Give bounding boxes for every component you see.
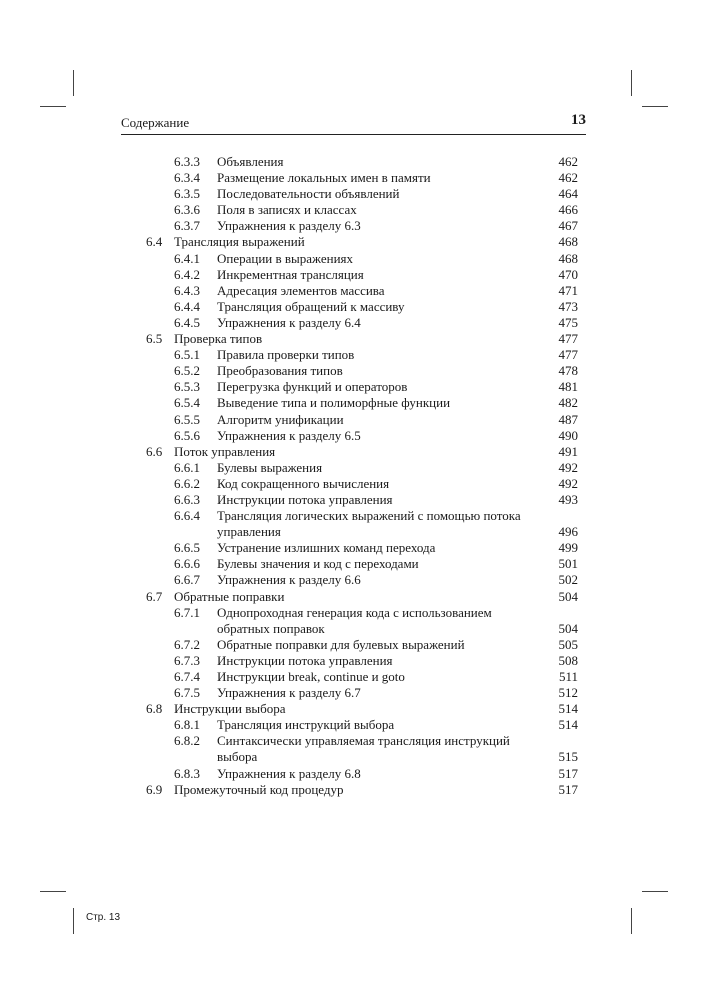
toc-entry[interactable] [0, 685, 708, 701]
toc-entry-title: Упражнения к разделу 6.5 [217, 427, 361, 443]
toc-entry-title: Однопроходная генерация кода с использованием обратных поправок [217, 604, 492, 636]
crop-mark-bottom-right-v [631, 908, 632, 934]
toc-entry-title: Промежуточный код процедур [174, 781, 344, 797]
toc-entry[interactable] [0, 605, 708, 637]
toc-entry-page: 464 [558, 186, 578, 202]
toc-entry-number: 6.7 [146, 588, 163, 604]
toc-entry[interactable] [0, 460, 708, 476]
toc-entry-page: 505 [558, 636, 578, 652]
toc-entry-number: 6.5.5 [174, 411, 200, 427]
toc-entry-title: Булевы значения и код с переходами [217, 556, 419, 572]
toc-entry-number: 6.4.2 [174, 266, 200, 282]
toc-entry[interactable] [0, 492, 708, 508]
toc-entry-number: 6.8.2 [174, 733, 200, 749]
toc-entry-title: Трансляция выражений [174, 234, 305, 250]
toc-entry[interactable] [0, 444, 708, 460]
toc-entry-title: Упражнения к разделу 6.6 [217, 572, 361, 588]
toc-entry-number: 6.5.3 [174, 379, 200, 395]
toc-entry-number: 6.7.2 [174, 636, 200, 652]
toc-entry[interactable] [0, 572, 708, 588]
toc-entry-title: Инструкции break, continue и goto [217, 669, 405, 684]
header-title: Содержание [121, 115, 190, 130]
toc-entry[interactable] [0, 395, 708, 411]
toc-entry-number: 6.4.1 [174, 250, 200, 266]
toc-entry-number: 6.6.3 [174, 491, 200, 507]
toc-entry-title: Алгоритм унификации [217, 411, 344, 427]
toc-entry-number: 6.6.7 [174, 572, 200, 588]
toc-entry-number: 6.7.3 [174, 652, 200, 668]
toc-entry-title: Инструкции потока управления [217, 652, 393, 668]
toc-entry-title: Последовательности объявлений [217, 186, 400, 202]
toc-entry-page: 492 [558, 475, 578, 491]
toc-entry-page: 462 [558, 170, 578, 186]
toc-entry[interactable] [0, 637, 708, 653]
toc-entry-title: Упражнения к разделу 6.3 [217, 218, 361, 234]
toc-entry[interactable] [0, 154, 708, 170]
toc-entry-number: 6.3.4 [174, 170, 200, 186]
toc-entry[interactable] [0, 782, 708, 798]
toc-entry-page: 499 [558, 540, 578, 556]
toc-entry-page: 475 [558, 314, 578, 330]
toc-entry-page: 468 [558, 250, 578, 266]
toc-entry-number: 6.8.1 [174, 717, 200, 733]
toc-entry-title: Обратные поправки для булевых выражений [217, 636, 465, 652]
toc-entry-page: 470 [558, 266, 578, 282]
toc-entry[interactable] [0, 379, 708, 395]
toc-entry-number: 6.7.4 [174, 669, 200, 684]
toc-entry[interactable] [0, 589, 708, 605]
toc-entry-title: Код сокращенного вычисления [217, 475, 390, 491]
toc-entry-page: 471 [558, 282, 578, 298]
toc-entry-page: 501 [558, 556, 578, 572]
toc-entry-page: 477 [558, 331, 578, 347]
toc-entry-title: Инструкции выбора [174, 701, 286, 717]
toc-entry[interactable] [0, 218, 708, 234]
toc-entry-title: Инкрементная трансляция [217, 266, 364, 282]
toc-entry[interactable] [0, 669, 708, 685]
toc-entry[interactable] [0, 717, 708, 733]
toc-entry-number: 6.4.4 [174, 298, 200, 314]
toc-entry-title: Проверка типов [174, 331, 263, 347]
toc-entry-page: 491 [558, 443, 578, 459]
toc-entry-page: 504 [558, 620, 578, 636]
toc-entry[interactable] [0, 283, 708, 299]
toc-entry[interactable] [0, 315, 708, 331]
toc-entry-title: Объявления [217, 154, 284, 169]
toc-entry-page: 514 [558, 717, 578, 733]
toc-entry-page: 473 [558, 298, 578, 314]
toc-entry-title: Инструкции потока управления [217, 491, 393, 507]
toc-entry-title: Преобразования типов [217, 363, 343, 379]
toc-entry[interactable] [0, 299, 708, 315]
crop-mark-bottom-left-h [40, 891, 66, 892]
toc-entry-page: 466 [558, 202, 578, 218]
toc-entry-number: 6.7.5 [174, 685, 200, 701]
toc-entry-title: Поля в записях и классах [217, 202, 357, 218]
toc-entry-title: Трансляция инструкций выбора [217, 717, 395, 733]
toc-entry-number: 6.5.1 [174, 347, 200, 363]
toc-entry-page: 504 [558, 588, 578, 604]
toc-entry-page: 493 [558, 491, 578, 507]
toc-entry-title: Обратные поправки [174, 588, 285, 604]
toc-entry-page: 492 [558, 459, 578, 475]
crop-mark-top-right-v [631, 70, 632, 96]
toc-entry[interactable] [0, 556, 708, 572]
toc-entry-title: Упражнения к разделу 6.7 [217, 685, 361, 701]
toc-entry-title: Трансляция обращений к массиву [217, 298, 405, 314]
toc-entry-number: 6.5.2 [174, 363, 200, 379]
toc-entry[interactable] [0, 202, 708, 218]
toc-entry[interactable] [0, 766, 708, 782]
toc-entry[interactable] [0, 170, 708, 186]
toc-entry-title: Размещение локальных имен в памяти [217, 170, 431, 186]
toc-entry-title: Упражнения к разделу 6.8 [217, 765, 361, 781]
toc-entry-page: 490 [558, 427, 578, 443]
toc-entry[interactable] [0, 363, 708, 379]
toc-entry-page: 468 [558, 234, 578, 250]
toc-entry-title: Выведение типа и полиморфные функции [217, 395, 451, 411]
header-rule [121, 134, 586, 135]
toc-entry-number: 6.7.1 [174, 604, 200, 620]
toc-entry-page: 514 [558, 701, 578, 717]
toc-entry-page: 487 [558, 411, 578, 427]
toc-entry-number: 6.4.3 [174, 282, 200, 298]
toc-entry-number: 6.3.6 [174, 202, 200, 218]
toc-entry-title: Синтаксически управляемая трансляция инструкций выбора [217, 733, 510, 765]
toc-entry[interactable] [0, 251, 708, 267]
toc-entry-page: 467 [558, 218, 578, 234]
toc-entry-title: Трансляция логических выражений с помощью потока управления [217, 508, 521, 540]
toc-entry[interactable] [0, 428, 708, 444]
toc-entry-title: Правила проверки типов [217, 347, 355, 363]
toc-entry-page: 482 [558, 395, 578, 411]
toc-entry[interactable] [0, 653, 708, 669]
header-page-number: 13 [571, 112, 586, 128]
toc-entry[interactable] [0, 733, 708, 765]
toc-entry-number: 6.6.6 [174, 556, 200, 572]
crop-mark-bottom-left-v [73, 908, 74, 934]
toc-entry-number: 6.9 [146, 781, 163, 797]
toc-entry-page: 478 [558, 363, 578, 379]
toc-entry-page: 511 [558, 669, 578, 684]
toc-entry-number: 6.6.2 [174, 475, 200, 491]
toc-entry[interactable] [0, 701, 708, 717]
toc-entry-title: Устранение излишних команд перехода [217, 540, 436, 556]
toc-entry-page: 496 [558, 524, 578, 540]
toc-entry-title: Булевы выражения [217, 459, 323, 475]
toc-entry-page: 512 [558, 685, 578, 701]
toc-entry-title: Адресация элементов массива [217, 282, 385, 298]
toc-entry-page: 477 [558, 347, 578, 363]
toc-entry-number: 6.4 [146, 234, 163, 250]
table-of-contents [0, 154, 708, 798]
toc-entry-page: 517 [558, 781, 578, 797]
toc-entry[interactable] [0, 234, 708, 250]
crop-mark-top-left-h [40, 106, 66, 107]
toc-entry-number: 6.3.5 [174, 186, 200, 202]
toc-entry-number: 6.5 [146, 331, 163, 347]
toc-entry-number: 6.6.5 [174, 540, 200, 556]
toc-entry[interactable] [0, 267, 708, 283]
toc-entry-number: 6.3.7 [174, 218, 200, 234]
toc-entry-number: 6.5.6 [174, 427, 200, 443]
running-header [121, 112, 586, 134]
toc-entry[interactable] [0, 331, 708, 347]
toc-entry[interactable] [0, 508, 708, 540]
toc-entry[interactable] [0, 347, 708, 363]
toc-entry[interactable] [0, 186, 708, 202]
toc-entry-title: Поток управления [174, 443, 276, 459]
toc-entry-page: 481 [558, 379, 578, 395]
toc-entry[interactable] [0, 476, 708, 492]
crop-mark-top-left-v [73, 70, 74, 96]
toc-entry-page: 502 [558, 572, 578, 588]
toc-entry-number: 6.3.3 [174, 154, 200, 169]
toc-entry-title: Перегрузка функций и операторов [217, 379, 408, 395]
toc-entry-number: 6.4.5 [174, 314, 200, 330]
toc-entry-title: Упражнения к разделу 6.4 [217, 314, 361, 330]
crop-mark-bottom-right-h [642, 891, 668, 892]
toc-entry-number: 6.5.4 [174, 395, 200, 411]
toc-entry-number: 6.6 [146, 443, 163, 459]
toc-entry-page: 517 [558, 765, 578, 781]
toc-entry-number: 6.8.3 [174, 765, 200, 781]
toc-entry[interactable] [0, 540, 708, 556]
toc-entry-page: 508 [558, 652, 578, 668]
toc-entry-title: Операции в выражениях [217, 250, 354, 266]
toc-entry-number: 6.8 [146, 701, 163, 717]
toc-entry-page: 462 [558, 154, 578, 169]
footer-page-label: Стр. 13 [86, 912, 121, 923]
toc-entry-number: 6.6.1 [174, 459, 200, 475]
crop-mark-top-right-h [642, 106, 668, 107]
toc-entry[interactable] [0, 412, 708, 428]
toc-entry-page: 515 [558, 749, 578, 765]
toc-entry-number: 6.6.4 [174, 508, 200, 524]
